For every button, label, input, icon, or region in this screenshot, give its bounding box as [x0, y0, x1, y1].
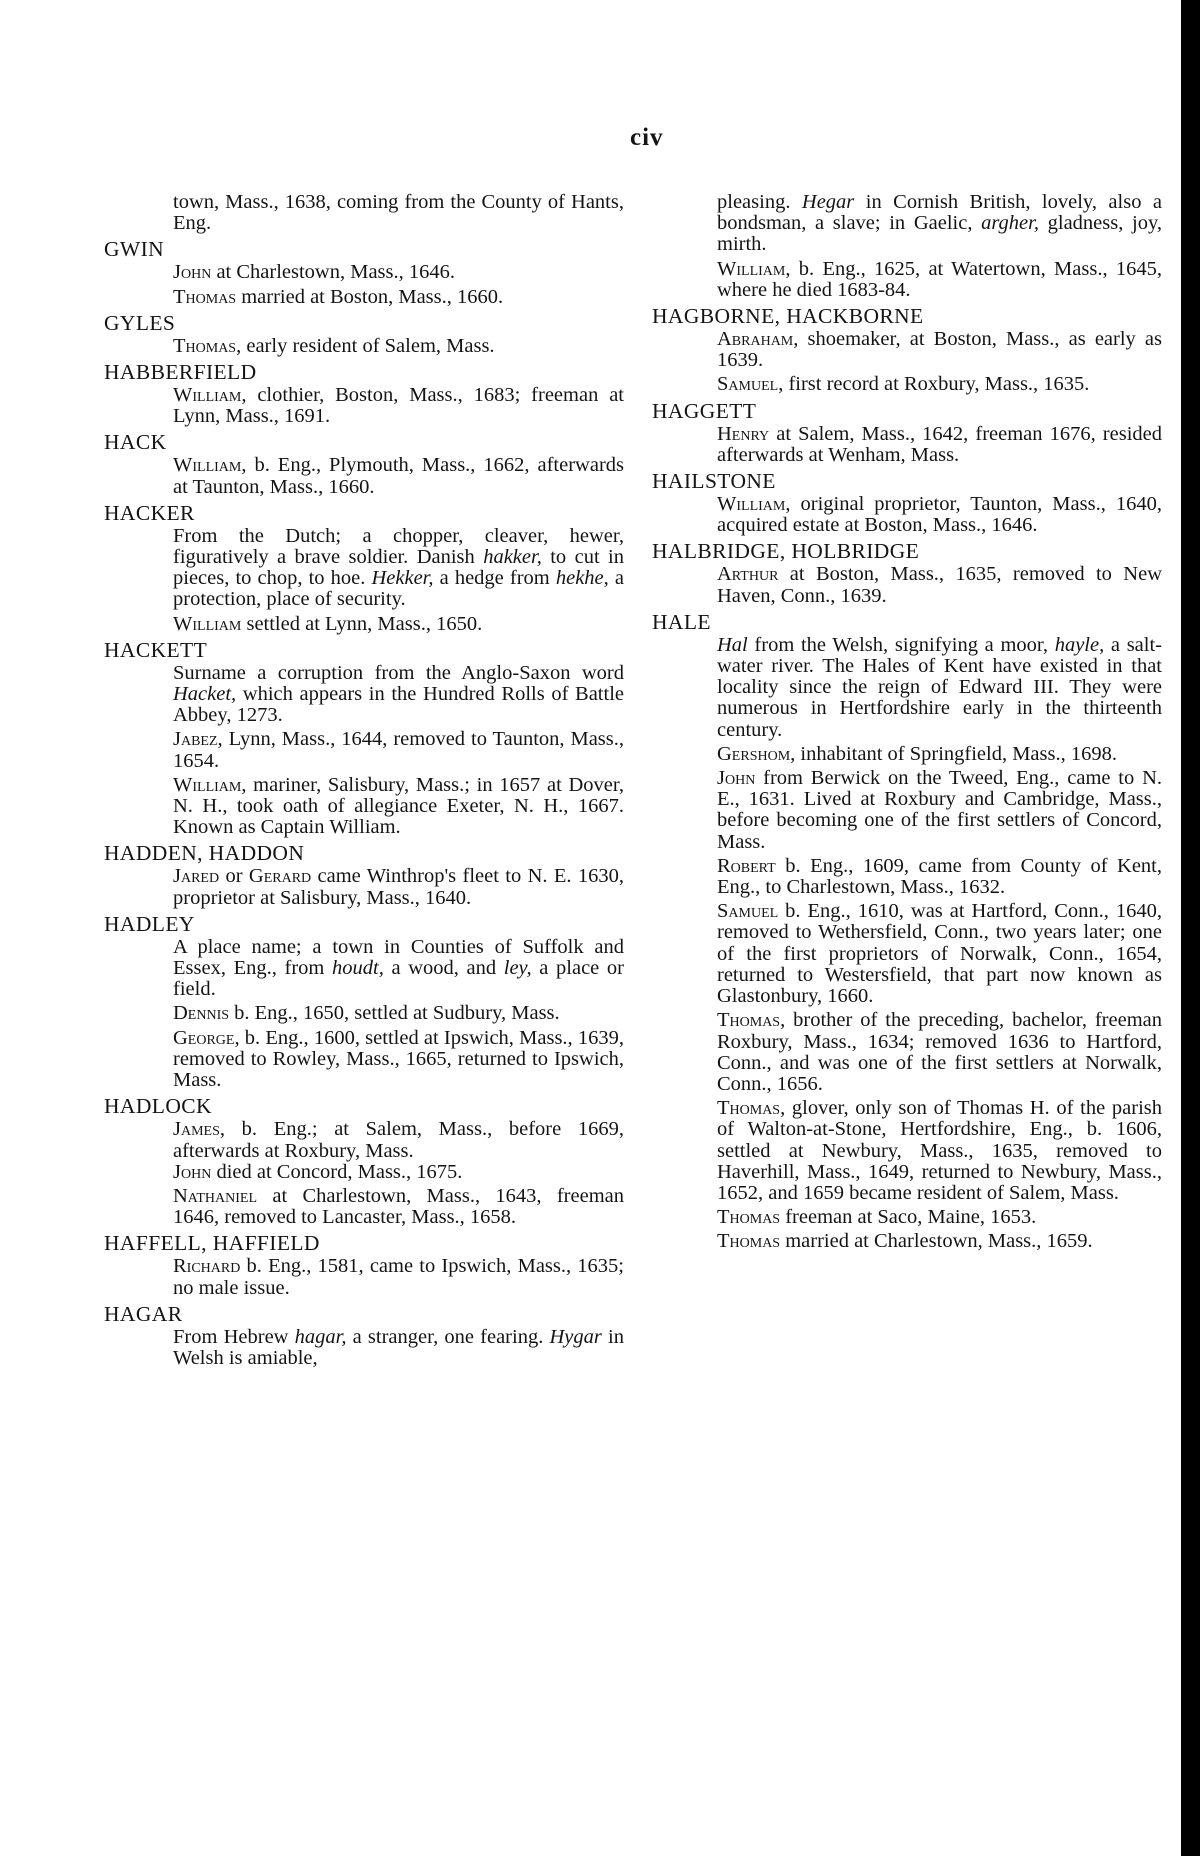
entry-text: town, Mass., 1638, coming from the County of Hants, Eng. — [173, 191, 624, 235]
given-name: William — [717, 493, 786, 516]
entry-text: came Winthrop's fleet to N. E. 1630, proprietor at Salisbury, Mass., 1640. — [173, 865, 624, 909]
entry-text: , b. Eng., 1625, at Watertown, Mass., 1645, where he died 1683-84. — [717, 257, 1162, 301]
surname-entry — [104, 1094, 624, 1228]
entry-text: a salt-water river. The Hales of Kent have existed in that locality since the reign of Edward III. They were numerous in Hertfordshire early in the thirteenth century. — [717, 633, 1162, 741]
entry-paragraph — [652, 1010, 1162, 1095]
given-name: Abraham — [717, 328, 794, 351]
surname-entry — [104, 1231, 624, 1298]
given-name: Gershom — [717, 742, 791, 765]
entry-text: , Lynn, Mass., 1644, removed to Taunton, Mass., 1654. — [173, 728, 624, 772]
entry-paragraph — [104, 1028, 624, 1092]
entry-paragraph — [104, 1003, 624, 1024]
entry-paragraph — [104, 729, 624, 771]
entry-text: , mariner, Salisbury, Mass.; in 1657 at Dover, N. H., took oath of allegiance Exeter, N. H., 1667. Known as Captain William. — [173, 773, 624, 839]
entry-paragraph — [652, 856, 1162, 898]
given-name: Thomas — [173, 334, 237, 357]
entry-paragraph — [104, 385, 624, 427]
entry-text: to cut in pieces, to chop, to hoe. — [173, 546, 624, 590]
surname-entry — [104, 501, 624, 635]
entry-text: married at Charlestown, Mass., 1659. — [780, 1230, 1093, 1253]
entry-text: a place or field. — [173, 957, 624, 1001]
entry-paragraph — [652, 494, 1162, 536]
entry-text: , inhabitant of Springfield, Mass., 1698. — [790, 742, 1117, 765]
entry-paragraph — [652, 564, 1162, 606]
entry-paragraph — [104, 1186, 624, 1228]
entry-text: a hedge from — [433, 567, 556, 590]
entry-text: b. Eng., 1609, came from County of Kent, Eng., to Charlestown, Mass., 1632. — [717, 854, 1162, 899]
entry-paragraph — [104, 1327, 624, 1369]
given-name: William — [173, 454, 242, 477]
surname-heading: HADDEN, HADDON — [104, 841, 305, 866]
entry-text: married at Boston, Mass., 1660. — [236, 285, 504, 308]
given-name: Dennis — [173, 1002, 230, 1025]
italic-term: hakker, — [483, 546, 542, 569]
entry-paragraph — [104, 262, 624, 283]
entry-text: which appears in the Hundred Rolls of Battle Abbey, 1273. — [173, 683, 624, 727]
italic-term: Hacket, — [173, 683, 237, 706]
entry-text: at Salem, Mass., 1642, freeman 1676, resided afterwards at Wenham, Mass. — [717, 422, 1162, 466]
italic-term: Hal — [717, 633, 748, 656]
italic-term: Hygar — [549, 1325, 602, 1348]
given-name: Thomas — [717, 1230, 781, 1253]
given-name: James — [173, 1118, 220, 1141]
entry-text: pleasing. — [717, 191, 802, 213]
given-name: William — [173, 773, 242, 796]
entry-text: at Boston, Mass., 1635, removed to New Haven, Conn., 1639. — [717, 563, 1162, 607]
given-name: Thomas — [717, 1009, 781, 1032]
entry-paragraph — [104, 526, 624, 611]
entry-text: b. Eng., 1610, was at Hartford, Conn., 1640, removed to Wethersfield, Conn., two years later; one of the first proprietors of Norwalk, Conn., 1654, returned to Westersfield, that part now known as Glastonbury, 1660. — [717, 900, 1162, 1008]
left-column — [104, 192, 624, 1372]
entry-paragraph — [104, 1256, 624, 1298]
given-name: Jabez — [173, 728, 218, 751]
entry-paragraph — [104, 287, 624, 308]
given-name: Nathaniel — [173, 1184, 258, 1207]
given-name: Samuel — [717, 373, 779, 396]
entry-text: from Berwick on the Tweed, Eng., came to N. E., 1631. Lived at Roxbury and Cambridge, Mass., before becoming one of the first settlers of Concord, Mass. — [717, 767, 1162, 853]
given-name: Thomas — [173, 285, 237, 308]
entry-text: a wood, and — [383, 957, 504, 980]
surname-heading: HACK — [104, 430, 167, 455]
entry-paragraph — [104, 614, 624, 635]
entry-paragraph — [104, 866, 624, 908]
entry-paragraph — [652, 744, 1162, 765]
italic-term: hagar, — [294, 1325, 347, 1348]
surname-heading: HAILSTONE — [652, 469, 776, 494]
given-name: Arthur — [717, 563, 779, 586]
entry-paragraph — [104, 663, 624, 727]
surname-entry — [652, 192, 1162, 301]
surname-heading: HAGGETT — [652, 398, 757, 423]
given-name: Thomas — [717, 1097, 781, 1120]
entry-text: , b. Eng.; at Salem, Mass., before 1669, afterwards at Roxbury, Mass. — [173, 1118, 624, 1162]
surname-heading: GWIN — [104, 237, 165, 262]
entry-text: , glover, only son of Thomas H. of the parish of Walton-at-Stone, Hertfordshire, Eng., b. 1606, settled at Newbury, Mass., 1635, removed to Haverhill, Mass., 1649, returned to Newbury, Mass., 1652, and 1659 became resident of Salem, Mass. — [717, 1097, 1162, 1204]
italic-term: Hekker, — [371, 567, 434, 590]
entry-text: Surname a corruption from the Anglo-Saxon word — [173, 661, 624, 684]
given-name: John — [173, 1160, 212, 1183]
entry-text: , original proprietor, Taunton, Mass., 1640, acquired estate at Boston, Mass., 1646. — [717, 493, 1162, 537]
given-name: Gerard — [248, 865, 312, 888]
surname-entry — [104, 360, 624, 427]
surname-heading: HACKETT — [104, 637, 208, 662]
italic-term: argher, — [981, 212, 1039, 235]
given-name: Henry — [717, 422, 770, 445]
surname-entry — [652, 539, 1162, 606]
given-name: Thomas — [717, 1206, 781, 1229]
surname-entry — [104, 430, 624, 497]
entry-paragraph — [104, 1162, 624, 1183]
entry-text: freeman at Saco, Maine, 1653. — [780, 1206, 1037, 1229]
entry-paragraph — [652, 901, 1162, 1007]
entry-text: , first record at Roxbury, Mass., 1635. — [778, 373, 1090, 396]
given-name: William — [173, 612, 242, 635]
surname-heading: HADLOCK — [104, 1094, 212, 1119]
italic-term: hayle, — [1054, 633, 1105, 656]
entry-paragraph — [104, 937, 624, 1001]
surname-entry — [104, 912, 624, 1091]
entry-paragraph — [652, 259, 1162, 301]
given-name: Samuel — [717, 900, 779, 923]
given-name: William — [173, 384, 242, 407]
surname-entry — [104, 311, 624, 357]
given-name: Robert — [717, 854, 776, 877]
entry-text: in Cornish British, lovely, also a bondsman, a slave; in Gaelic, — [717, 191, 1162, 235]
surname-entry — [104, 1302, 624, 1369]
surname-entry — [652, 399, 1162, 466]
entry-text: , early resident of Salem, Mass. — [236, 334, 495, 357]
entry-text: A place name; a town in Counties of Suffolk and Essex, Eng., from — [173, 935, 624, 980]
surname-heading: HADLEY — [104, 911, 195, 936]
surname-entry — [104, 192, 624, 234]
entry-text: a stranger, one fearing. — [346, 1325, 550, 1348]
entry-paragraph — [104, 775, 624, 839]
entry-paragraph — [652, 192, 1162, 256]
surname-heading: HABBERFIELD — [104, 360, 257, 385]
entry-paragraph — [652, 374, 1162, 395]
entry-text: in Welsh is amiable, — [173, 1325, 624, 1369]
entry-paragraph — [652, 768, 1162, 853]
entry-text: From Hebrew — [173, 1325, 295, 1348]
entry-paragraph — [104, 336, 624, 357]
entry-text: , brother of the preceding, bachelor, freeman Roxbury, Mass., 1634; removed 1636 to Hartford, Conn., and was one of the first settlers at Norwalk, Conn., 1656. — [717, 1009, 1162, 1095]
given-name: Richard — [173, 1255, 241, 1278]
entry-paragraph — [652, 1231, 1162, 1252]
given-name: Jared — [173, 865, 220, 888]
entry-paragraph — [652, 424, 1162, 466]
entry-paragraph — [652, 635, 1162, 741]
surname-heading: GYLES — [104, 310, 176, 335]
entry-paragraph — [652, 1207, 1162, 1228]
surname-entry — [652, 610, 1162, 1253]
entry-paragraph — [104, 1119, 624, 1161]
entry-text: at Charlestown, Mass., 1643, freeman 1646, removed to Lancaster, Mass., 1658. — [173, 1184, 624, 1229]
italic-term: ley, — [503, 957, 532, 980]
italic-term: Hegar — [801, 191, 855, 213]
surname-heading: HALE — [652, 609, 711, 634]
entry-text: a protection, place of security. — [173, 567, 624, 611]
given-name: William — [717, 257, 786, 280]
surname-entry — [104, 237, 624, 307]
surname-heading: HALBRIDGE, HOLBRIDGE — [652, 539, 920, 564]
entry-text: , b. Eng., 1600, settled at Ipswich, Mass., 1639, removed to Rowley, Mass., 1665, returned to Ipswich, Mass. — [173, 1026, 624, 1092]
given-name: John — [717, 767, 756, 790]
surname-entry — [104, 841, 624, 908]
entry-text: b. Eng., 1581, came to Ipswich, Mass., 1635; no male issue. — [173, 1255, 624, 1299]
page-number: civ — [630, 124, 664, 151]
entry-text: b. Eng., 1650, settled at Sudbury, Mass. — [229, 1002, 560, 1025]
italic-term: houdt, — [332, 957, 384, 980]
surname-heading: HAGBORNE, HACKBORNE — [652, 304, 924, 329]
right-column — [652, 192, 1162, 1256]
entry-text: died at Concord, Mass., 1675. — [211, 1160, 463, 1183]
entry-paragraph — [104, 455, 624, 497]
entry-paragraph — [104, 192, 624, 234]
entry-text: , clothier, Boston, Mass., 1683; freeman at Lynn, Mass., 1691. — [173, 384, 624, 428]
entry-text: from the Welsh, signifying a moor, — [747, 633, 1055, 656]
entry-text: gladness, joy, mirth. — [717, 212, 1162, 256]
surname-entry — [104, 638, 624, 839]
italic-term: hekhe, — [555, 567, 609, 590]
entry-paragraph — [652, 329, 1162, 371]
entry-text: or — [219, 865, 249, 888]
entry-text: , shoemaker, at Boston, Mass., as early as 1639. — [717, 328, 1162, 372]
given-name: John — [173, 261, 212, 284]
entry-text: , b. Eng., Plymouth, Mass., 1662, afterwards at Taunton, Mass., 1660. — [173, 454, 624, 498]
given-name: George — [173, 1026, 235, 1049]
surname-entry — [652, 469, 1162, 536]
entry-text: settled at Lynn, Mass., 1650. — [241, 612, 483, 635]
surname-heading: HACKER — [104, 500, 195, 525]
entry-paragraph — [652, 1098, 1162, 1204]
surname-entry — [652, 304, 1162, 396]
entry-text: at Charlestown, Mass., 1646. — [211, 261, 456, 284]
surname-heading: HAGAR — [104, 1301, 183, 1326]
surname-heading: HAFFELL, HAFFIELD — [104, 1231, 320, 1256]
entry-text: From the Dutch; a chopper, cleaver, hewer, figuratively a brave soldier. Danish — [173, 524, 624, 569]
